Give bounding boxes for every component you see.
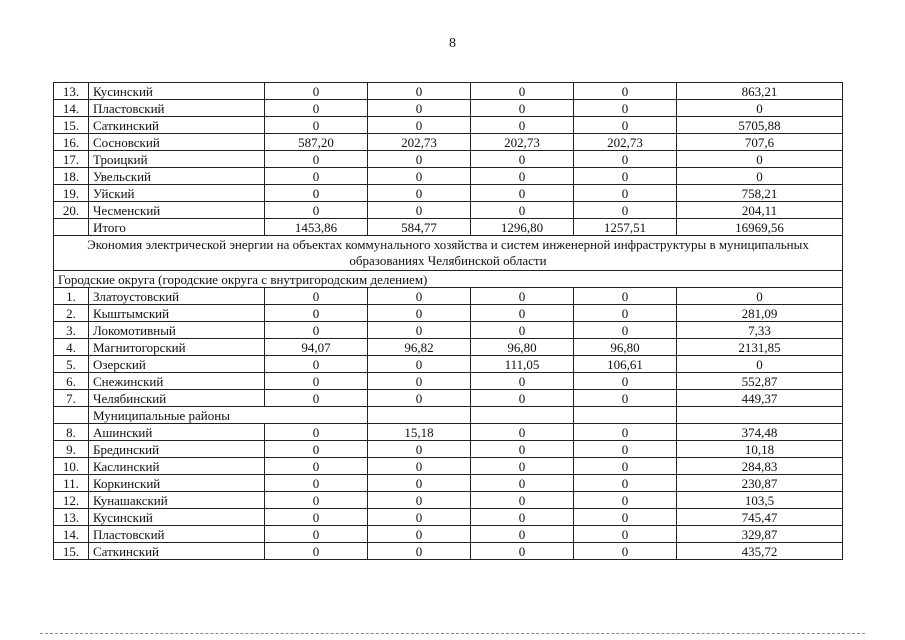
municipality-name-cell: Магнитогорский xyxy=(89,339,265,356)
value-cell-3: 0 xyxy=(471,526,574,543)
table-row xyxy=(54,424,843,441)
municipality-name-cell: Саткинский xyxy=(89,117,265,134)
table-row xyxy=(54,373,843,390)
value-cell-3: 0 xyxy=(471,185,574,202)
value-cell-4: 106,61 xyxy=(574,356,677,373)
value-cell-4: 96,80 xyxy=(574,339,677,356)
value-cell-1: 0 xyxy=(265,117,368,134)
value-cell-3: 0 xyxy=(471,390,574,407)
value-cell-5: 707,6 xyxy=(677,134,843,151)
value-cell-1: 0 xyxy=(265,151,368,168)
row-number-cell: 14. xyxy=(54,100,89,117)
table-row xyxy=(54,475,843,492)
table-row xyxy=(54,202,843,219)
value-cell-1: 0 xyxy=(265,100,368,117)
value-cell-5: 863,21 xyxy=(677,83,843,100)
value-cell-2: 0 xyxy=(368,526,471,543)
scan-edge-divider xyxy=(40,633,865,634)
value-cell-3: 0 xyxy=(471,543,574,560)
row-number-cell: 4. xyxy=(54,339,89,356)
value-cell-3: 0 xyxy=(471,373,574,390)
value-cell-2: 0 xyxy=(368,509,471,526)
municipality-name-cell: Увельский xyxy=(89,168,265,185)
value-cell-3: 0 xyxy=(471,117,574,134)
value-cell-1: 0 xyxy=(265,509,368,526)
row-number-cell: 18. xyxy=(54,168,89,185)
value-cell-2: 96,82 xyxy=(368,339,471,356)
value-cell-4: 0 xyxy=(574,492,677,509)
value-cell-5: 0 xyxy=(677,151,843,168)
value-cell-4: 0 xyxy=(574,509,677,526)
row-number-cell: 13. xyxy=(54,83,89,100)
row-number-cell: 9. xyxy=(54,441,89,458)
municipality-name-cell: Брединский xyxy=(89,441,265,458)
municipality-name-cell: Чесменский xyxy=(89,202,265,219)
value-cell-4: 0 xyxy=(574,168,677,185)
value-cell-5: 0 xyxy=(677,100,843,117)
empty-cell xyxy=(368,407,471,424)
value-cell-3: 0 xyxy=(471,441,574,458)
energy-savings-table xyxy=(53,82,843,560)
value-cell-4: 0 xyxy=(574,543,677,560)
value-cell-2: 0 xyxy=(368,202,471,219)
municipality-name-cell: Ашинский xyxy=(89,424,265,441)
value-cell-3: 1296,80 xyxy=(471,219,574,236)
value-cell-1: 0 xyxy=(265,424,368,441)
municipality-name-cell: Кусинский xyxy=(89,83,265,100)
municipality-name-cell: Пластовский xyxy=(89,526,265,543)
row-number-cell: 8. xyxy=(54,424,89,441)
empty-cell xyxy=(574,407,677,424)
value-cell-1: 0 xyxy=(265,526,368,543)
value-cell-4: 0 xyxy=(574,100,677,117)
value-cell-1: 0 xyxy=(265,322,368,339)
value-cell-2: 584,77 xyxy=(368,219,471,236)
municipality-name-cell: Златоустовский xyxy=(89,288,265,305)
row-number-cell: 19. xyxy=(54,185,89,202)
municipality-name-cell: Снежинский xyxy=(89,373,265,390)
value-cell-5: 0 xyxy=(677,356,843,373)
empty-cell xyxy=(471,407,574,424)
value-cell-1: 0 xyxy=(265,185,368,202)
municipality-name-cell: Сосновский xyxy=(89,134,265,151)
municipality-name-cell: Уйский xyxy=(89,185,265,202)
value-cell-3: 0 xyxy=(471,168,574,185)
value-cell-5: 2131,85 xyxy=(677,339,843,356)
value-cell-3: 0 xyxy=(471,424,574,441)
table-row xyxy=(54,492,843,509)
value-cell-4: 0 xyxy=(574,202,677,219)
value-cell-1: 0 xyxy=(265,492,368,509)
table-body xyxy=(54,83,843,560)
total-row xyxy=(54,219,843,236)
value-cell-2: 0 xyxy=(368,83,471,100)
table-row xyxy=(54,390,843,407)
municipality-name-cell: Озерский xyxy=(89,356,265,373)
value-cell-2: 0 xyxy=(368,100,471,117)
value-cell-5: 284,83 xyxy=(677,458,843,475)
section-heading-row xyxy=(54,236,843,271)
value-cell-2: 0 xyxy=(368,492,471,509)
row-number-cell: 5. xyxy=(54,356,89,373)
row-number-cell: 17. xyxy=(54,151,89,168)
value-cell-5: 374,48 xyxy=(677,424,843,441)
row-number-cell xyxy=(54,219,89,236)
value-cell-1: 0 xyxy=(265,288,368,305)
municipality-name-cell: Локомотивный xyxy=(89,322,265,339)
table-row xyxy=(54,117,843,134)
value-cell-1: 0 xyxy=(265,168,368,185)
table-row xyxy=(54,458,843,475)
row-number-cell: 20. xyxy=(54,202,89,219)
value-cell-5: 5705,88 xyxy=(677,117,843,134)
table-row xyxy=(54,134,843,151)
value-cell-5: 745,47 xyxy=(677,509,843,526)
group-heading-municipal xyxy=(54,407,843,424)
group-heading-municipal-label: Муниципальные районы xyxy=(89,407,368,424)
table-row xyxy=(54,168,843,185)
value-cell-3: 0 xyxy=(471,475,574,492)
value-cell-3: 0 xyxy=(471,151,574,168)
value-cell-1: 0 xyxy=(265,83,368,100)
municipality-name-cell: Итого xyxy=(89,219,265,236)
value-cell-1: 0 xyxy=(265,441,368,458)
value-cell-2: 0 xyxy=(368,305,471,322)
value-cell-4: 0 xyxy=(574,390,677,407)
table-row xyxy=(54,185,843,202)
value-cell-2: 0 xyxy=(368,185,471,202)
row-number-cell: 15. xyxy=(54,543,89,560)
value-cell-1: 0 xyxy=(265,373,368,390)
value-cell-1: 94,07 xyxy=(265,339,368,356)
table-row xyxy=(54,543,843,560)
row-number-cell: 2. xyxy=(54,305,89,322)
value-cell-3: 111,05 xyxy=(471,356,574,373)
row-number-cell: 12. xyxy=(54,492,89,509)
table-row xyxy=(54,509,843,526)
value-cell-4: 0 xyxy=(574,288,677,305)
municipality-name-cell: Челябинский xyxy=(89,390,265,407)
municipality-name-cell: Кусинский xyxy=(89,509,265,526)
municipality-name-cell: Саткинский xyxy=(89,543,265,560)
value-cell-2: 0 xyxy=(368,373,471,390)
value-cell-3: 0 xyxy=(471,288,574,305)
value-cell-5: 329,87 xyxy=(677,526,843,543)
municipality-name-cell: Кунашакский xyxy=(89,492,265,509)
municipality-name-cell: Пластовский xyxy=(89,100,265,117)
row-number-cell: 14. xyxy=(54,526,89,543)
value-cell-4: 0 xyxy=(574,117,677,134)
value-cell-3: 0 xyxy=(471,305,574,322)
value-cell-1: 587,20 xyxy=(265,134,368,151)
value-cell-4: 0 xyxy=(574,83,677,100)
value-cell-2: 0 xyxy=(368,390,471,407)
value-cell-4: 0 xyxy=(574,458,677,475)
value-cell-2: 0 xyxy=(368,543,471,560)
group-heading-urban xyxy=(54,271,843,288)
value-cell-5: 281,09 xyxy=(677,305,843,322)
value-cell-5: 7,33 xyxy=(677,322,843,339)
value-cell-3: 0 xyxy=(471,458,574,475)
row-number-cell: 15. xyxy=(54,117,89,134)
value-cell-4: 0 xyxy=(574,151,677,168)
value-cell-4: 0 xyxy=(574,441,677,458)
value-cell-3: 0 xyxy=(471,100,574,117)
table-row xyxy=(54,526,843,543)
municipality-name-cell: Каслинский xyxy=(89,458,265,475)
value-cell-2: 0 xyxy=(368,322,471,339)
value-cell-3: 202,73 xyxy=(471,134,574,151)
value-cell-5: 230,87 xyxy=(677,475,843,492)
value-cell-5: 758,21 xyxy=(677,185,843,202)
municipality-name-cell: Троицкий xyxy=(89,151,265,168)
value-cell-1: 0 xyxy=(265,356,368,373)
value-cell-3: 0 xyxy=(471,322,574,339)
value-cell-2: 15,18 xyxy=(368,424,471,441)
value-cell-1: 0 xyxy=(265,475,368,492)
row-number-cell: 11. xyxy=(54,475,89,492)
table-row xyxy=(54,322,843,339)
value-cell-5: 0 xyxy=(677,168,843,185)
value-cell-5: 0 xyxy=(677,288,843,305)
value-cell-5: 103,5 xyxy=(677,492,843,509)
empty-cell xyxy=(677,407,843,424)
value-cell-4: 0 xyxy=(574,526,677,543)
value-cell-5: 449,37 xyxy=(677,390,843,407)
value-cell-5: 552,87 xyxy=(677,373,843,390)
value-cell-2: 0 xyxy=(368,441,471,458)
row-number-cell: 10. xyxy=(54,458,89,475)
value-cell-3: 0 xyxy=(471,492,574,509)
row-number-cell: 7. xyxy=(54,390,89,407)
row-number-cell: 3. xyxy=(54,322,89,339)
row-number-cell: 1. xyxy=(54,288,89,305)
value-cell-4: 0 xyxy=(574,475,677,492)
value-cell-1: 0 xyxy=(265,390,368,407)
table-row xyxy=(54,305,843,322)
value-cell-3: 0 xyxy=(471,83,574,100)
value-cell-4: 0 xyxy=(574,322,677,339)
value-cell-4: 0 xyxy=(574,185,677,202)
value-cell-4: 0 xyxy=(574,424,677,441)
row-number-cell: 13. xyxy=(54,509,89,526)
value-cell-5: 435,72 xyxy=(677,543,843,560)
section-heading-row-label: Экономия электрической энергии на объектах коммунального хозяйства и систем инженерной инфраструктуры в муниципальных образованиях Челябинской области xyxy=(54,236,843,271)
value-cell-5: 204,11 xyxy=(677,202,843,219)
value-cell-2: 0 xyxy=(368,356,471,373)
value-cell-5: 16969,56 xyxy=(677,219,843,236)
value-cell-2: 0 xyxy=(368,288,471,305)
municipality-name-cell: Коркинский xyxy=(89,475,265,492)
value-cell-5: 10,18 xyxy=(677,441,843,458)
value-cell-2: 0 xyxy=(368,168,471,185)
value-cell-3: 0 xyxy=(471,509,574,526)
page-number: 8 xyxy=(449,36,456,51)
value-cell-2: 0 xyxy=(368,475,471,492)
table-row xyxy=(54,100,843,117)
value-cell-1: 0 xyxy=(265,202,368,219)
value-cell-1: 0 xyxy=(265,305,368,322)
value-cell-4: 0 xyxy=(574,305,677,322)
value-cell-1: 0 xyxy=(265,543,368,560)
value-cell-3: 0 xyxy=(471,202,574,219)
table-row xyxy=(54,288,843,305)
table-row xyxy=(54,356,843,373)
row-number-cell: 16. xyxy=(54,134,89,151)
empty-index-cell xyxy=(54,407,89,424)
group-heading-urban-label: Городские округа (городские округа с внутригородским делением) xyxy=(54,271,843,288)
table-row xyxy=(54,339,843,356)
value-cell-2: 0 xyxy=(368,151,471,168)
value-cell-1: 1453,86 xyxy=(265,219,368,236)
value-cell-4: 0 xyxy=(574,373,677,390)
value-cell-4: 1257,51 xyxy=(574,219,677,236)
table-row xyxy=(54,151,843,168)
value-cell-2: 202,73 xyxy=(368,134,471,151)
value-cell-4: 202,73 xyxy=(574,134,677,151)
value-cell-3: 96,80 xyxy=(471,339,574,356)
table-row xyxy=(54,83,843,100)
municipality-name-cell: Кыштымский xyxy=(89,305,265,322)
value-cell-2: 0 xyxy=(368,117,471,134)
value-cell-2: 0 xyxy=(368,458,471,475)
value-cell-1: 0 xyxy=(265,458,368,475)
table-row xyxy=(54,441,843,458)
row-number-cell: 6. xyxy=(54,373,89,390)
